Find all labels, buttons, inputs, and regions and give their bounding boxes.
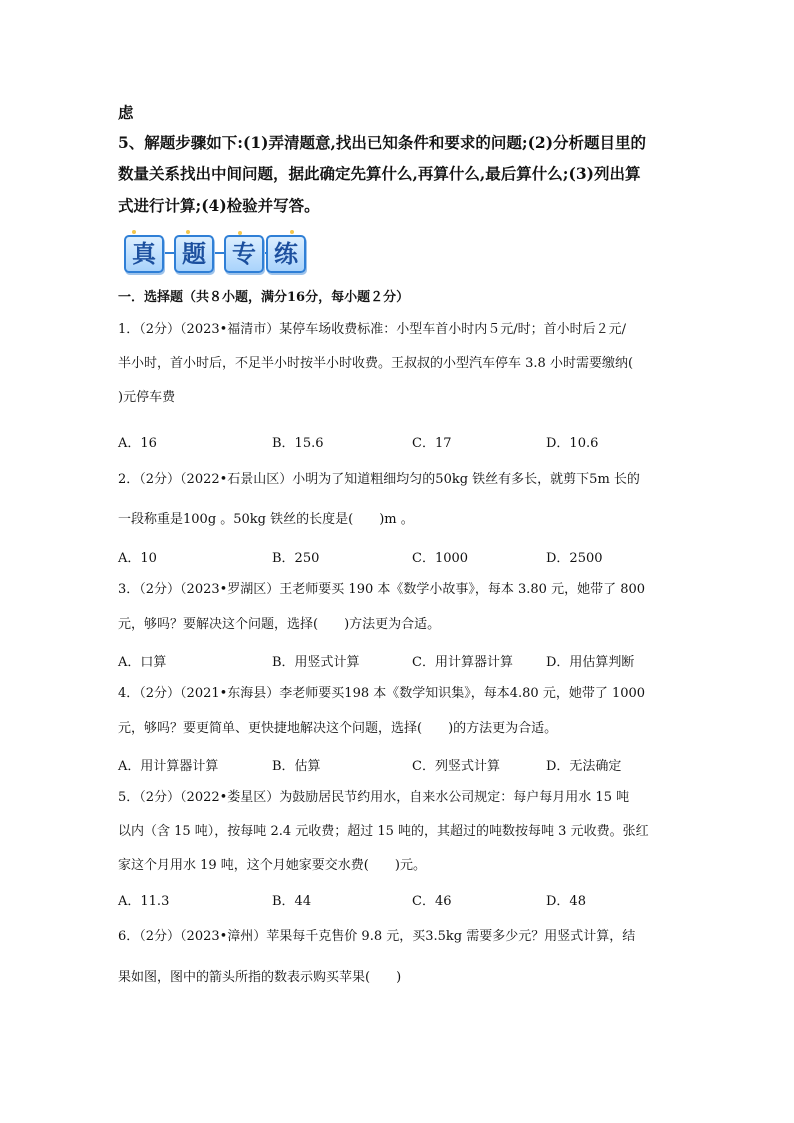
- question-5-option-c: C．46: [412, 894, 452, 909]
- section-title: 一．选择题（共８小题，满分16分，每小题２分）: [118, 290, 410, 305]
- question-2-option-c: C．1000: [412, 551, 469, 566]
- banner-char-3: 专: [224, 235, 264, 273]
- question-2-option-a: A．10: [118, 551, 157, 566]
- practice-banner: [124, 230, 306, 274]
- question-4-line-1: 4．（2分）（2021•东海县）李老师要买198 本《数学知识集》，每本4.80 元，她带了 1000: [118, 686, 646, 701]
- question-1-option-a: A．16: [118, 436, 157, 451]
- question-1-option-b: B．15.6: [272, 436, 324, 451]
- decor-dot: [132, 230, 136, 234]
- question-2-option-b: B．250: [272, 551, 320, 566]
- question-5-line-1: 5．（2分）（2022•娄星区）为鼓励居民节约用水，自来水公司规定：每户每月用水 15 吨: [118, 790, 630, 805]
- question-3-line-2: 元，够吗？要解决这个问题，选择( )方法更为合适。: [118, 617, 441, 632]
- question-4-option-b: B．估算: [272, 759, 321, 774]
- question-5-line-3: 家这个月用水 19 吨，这个月她家要交水费( )元。: [118, 858, 426, 873]
- question-3-option-b: B．用竖式计算: [272, 655, 360, 670]
- question-5-line-2: 以内（含 15 吨），按每吨 2.4 元收费；超过 15 吨的，其超过的吨数按每吨 3 元收费。张红: [118, 824, 649, 839]
- question-1-line-3: )元停车费: [118, 390, 176, 405]
- question-1-option-c: C．17: [412, 436, 452, 451]
- question-4-line-2: 元，够吗？要更简单、更快捷地解决这个问题，选择( )的方法更为合适。: [118, 721, 558, 736]
- decor-dot: [186, 230, 190, 234]
- question-5-option-b: B．44: [272, 894, 312, 909]
- question-2-line-1: 2．（2分）（2022•石景山区）小明为了知道粗细均匀的50kg 铁丝有多长，就剪下5m 长的: [118, 472, 640, 487]
- decor-dot: [290, 230, 294, 234]
- banner-char-4: 练: [266, 235, 306, 273]
- question-3-option-c: C．用计算器计算: [412, 655, 513, 670]
- intro-line-3: 式进行计算;(4)检验并写答。: [118, 196, 320, 215]
- question-1-line-2: 半小时，首小时后，不足半小时按半小时收费。王叔叔的小型汽车停车 3.8 小时需要缴纳(: [118, 356, 634, 371]
- question-6-line-1: 6．（2分）（2023•漳州）苹果每千克售价 9.8 元，买3.5kg 需要多少元？用竖式计算，结: [118, 929, 636, 944]
- question-1-line-1: 1．（2分）（2023•福清市）某停车场收费标准：小型车首小时内５元/时；首小时后２元/: [118, 322, 627, 337]
- question-2-line-2: 一段称重是100g 。50kg 铁丝的长度是( )m 。: [118, 512, 414, 527]
- question-2-option-d: D．2500: [546, 551, 603, 566]
- question-3-option-a: A．口算: [118, 655, 167, 670]
- intro-line-1: 5、解题步骤如下:(1)弄清题意,找出已知条件和要求的问题;(2)分析题目里的: [118, 133, 647, 152]
- question-4-option-d: D．无法确定: [546, 759, 622, 774]
- question-6-line-2: 果如图，图中的箭头所指的数表示购买苹果( ): [118, 970, 402, 985]
- question-3-option-d: D．用估算判断: [546, 655, 635, 670]
- banner-char-2: 题: [174, 235, 214, 273]
- question-5-option-d: D．48: [546, 894, 586, 909]
- question-5-option-a: A．11.3: [118, 894, 170, 909]
- question-4-option-a: A．用计算器计算: [118, 759, 219, 774]
- question-1-option-d: D．10.6: [546, 436, 599, 451]
- intro-line-0: 虑: [118, 103, 134, 122]
- banner-char-1: 真: [124, 235, 164, 273]
- intro-line-2: 数量关系找出中间问题，据此确定先算什么,再算什么,最后算什么;(3)列出算: [118, 164, 641, 183]
- question-4-option-c: C．列竖式计算: [412, 759, 500, 774]
- question-3-line-1: 3．（2分）（2023•罗湖区）王老师要买 190 本《数学小故事》，每本 3.80 元，她带了 800: [118, 582, 646, 597]
